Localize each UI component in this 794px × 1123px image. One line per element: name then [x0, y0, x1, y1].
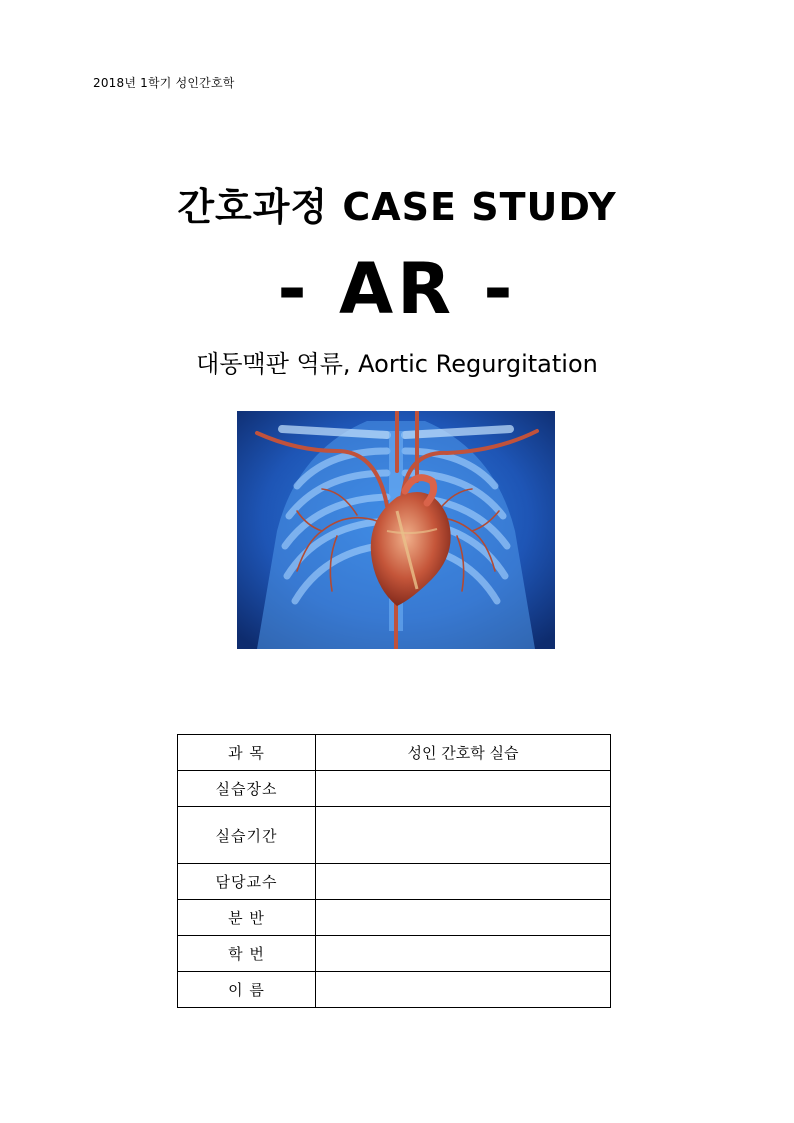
table-row	[178, 735, 611, 771]
row-value[interactable]	[316, 864, 611, 900]
semester-course-note: 2018년 1학기 성인간호학	[93, 76, 235, 90]
student-info-table	[177, 734, 611, 1008]
diagnosis-subtitle: 대동맥판 역류, Aortic Regurgitation	[196, 350, 598, 378]
row-label: 실습기간	[178, 807, 316, 864]
case-code-title: - AR -	[277, 248, 517, 330]
row-value[interactable]: 성인 간호학 실습	[316, 735, 611, 771]
table-row	[178, 936, 611, 972]
table-row	[178, 900, 611, 936]
table-row	[178, 972, 611, 1008]
row-label: 과 목	[178, 735, 316, 771]
row-label: 실습장소	[178, 771, 316, 807]
row-label: 담당교수	[178, 864, 316, 900]
heart-chest-illustration	[237, 411, 555, 649]
table-row	[178, 864, 611, 900]
row-value[interactable]	[316, 807, 611, 864]
row-label: 학 번	[178, 936, 316, 972]
row-value[interactable]	[316, 972, 611, 1008]
table-row	[178, 771, 611, 807]
table-row	[178, 807, 611, 864]
row-value[interactable]	[316, 900, 611, 936]
row-label: 분 반	[178, 900, 316, 936]
document-title: 간호과정 CASE STUDY	[177, 185, 617, 229]
row-label: 이 름	[178, 972, 316, 1008]
row-value[interactable]	[316, 936, 611, 972]
row-value[interactable]	[316, 771, 611, 807]
